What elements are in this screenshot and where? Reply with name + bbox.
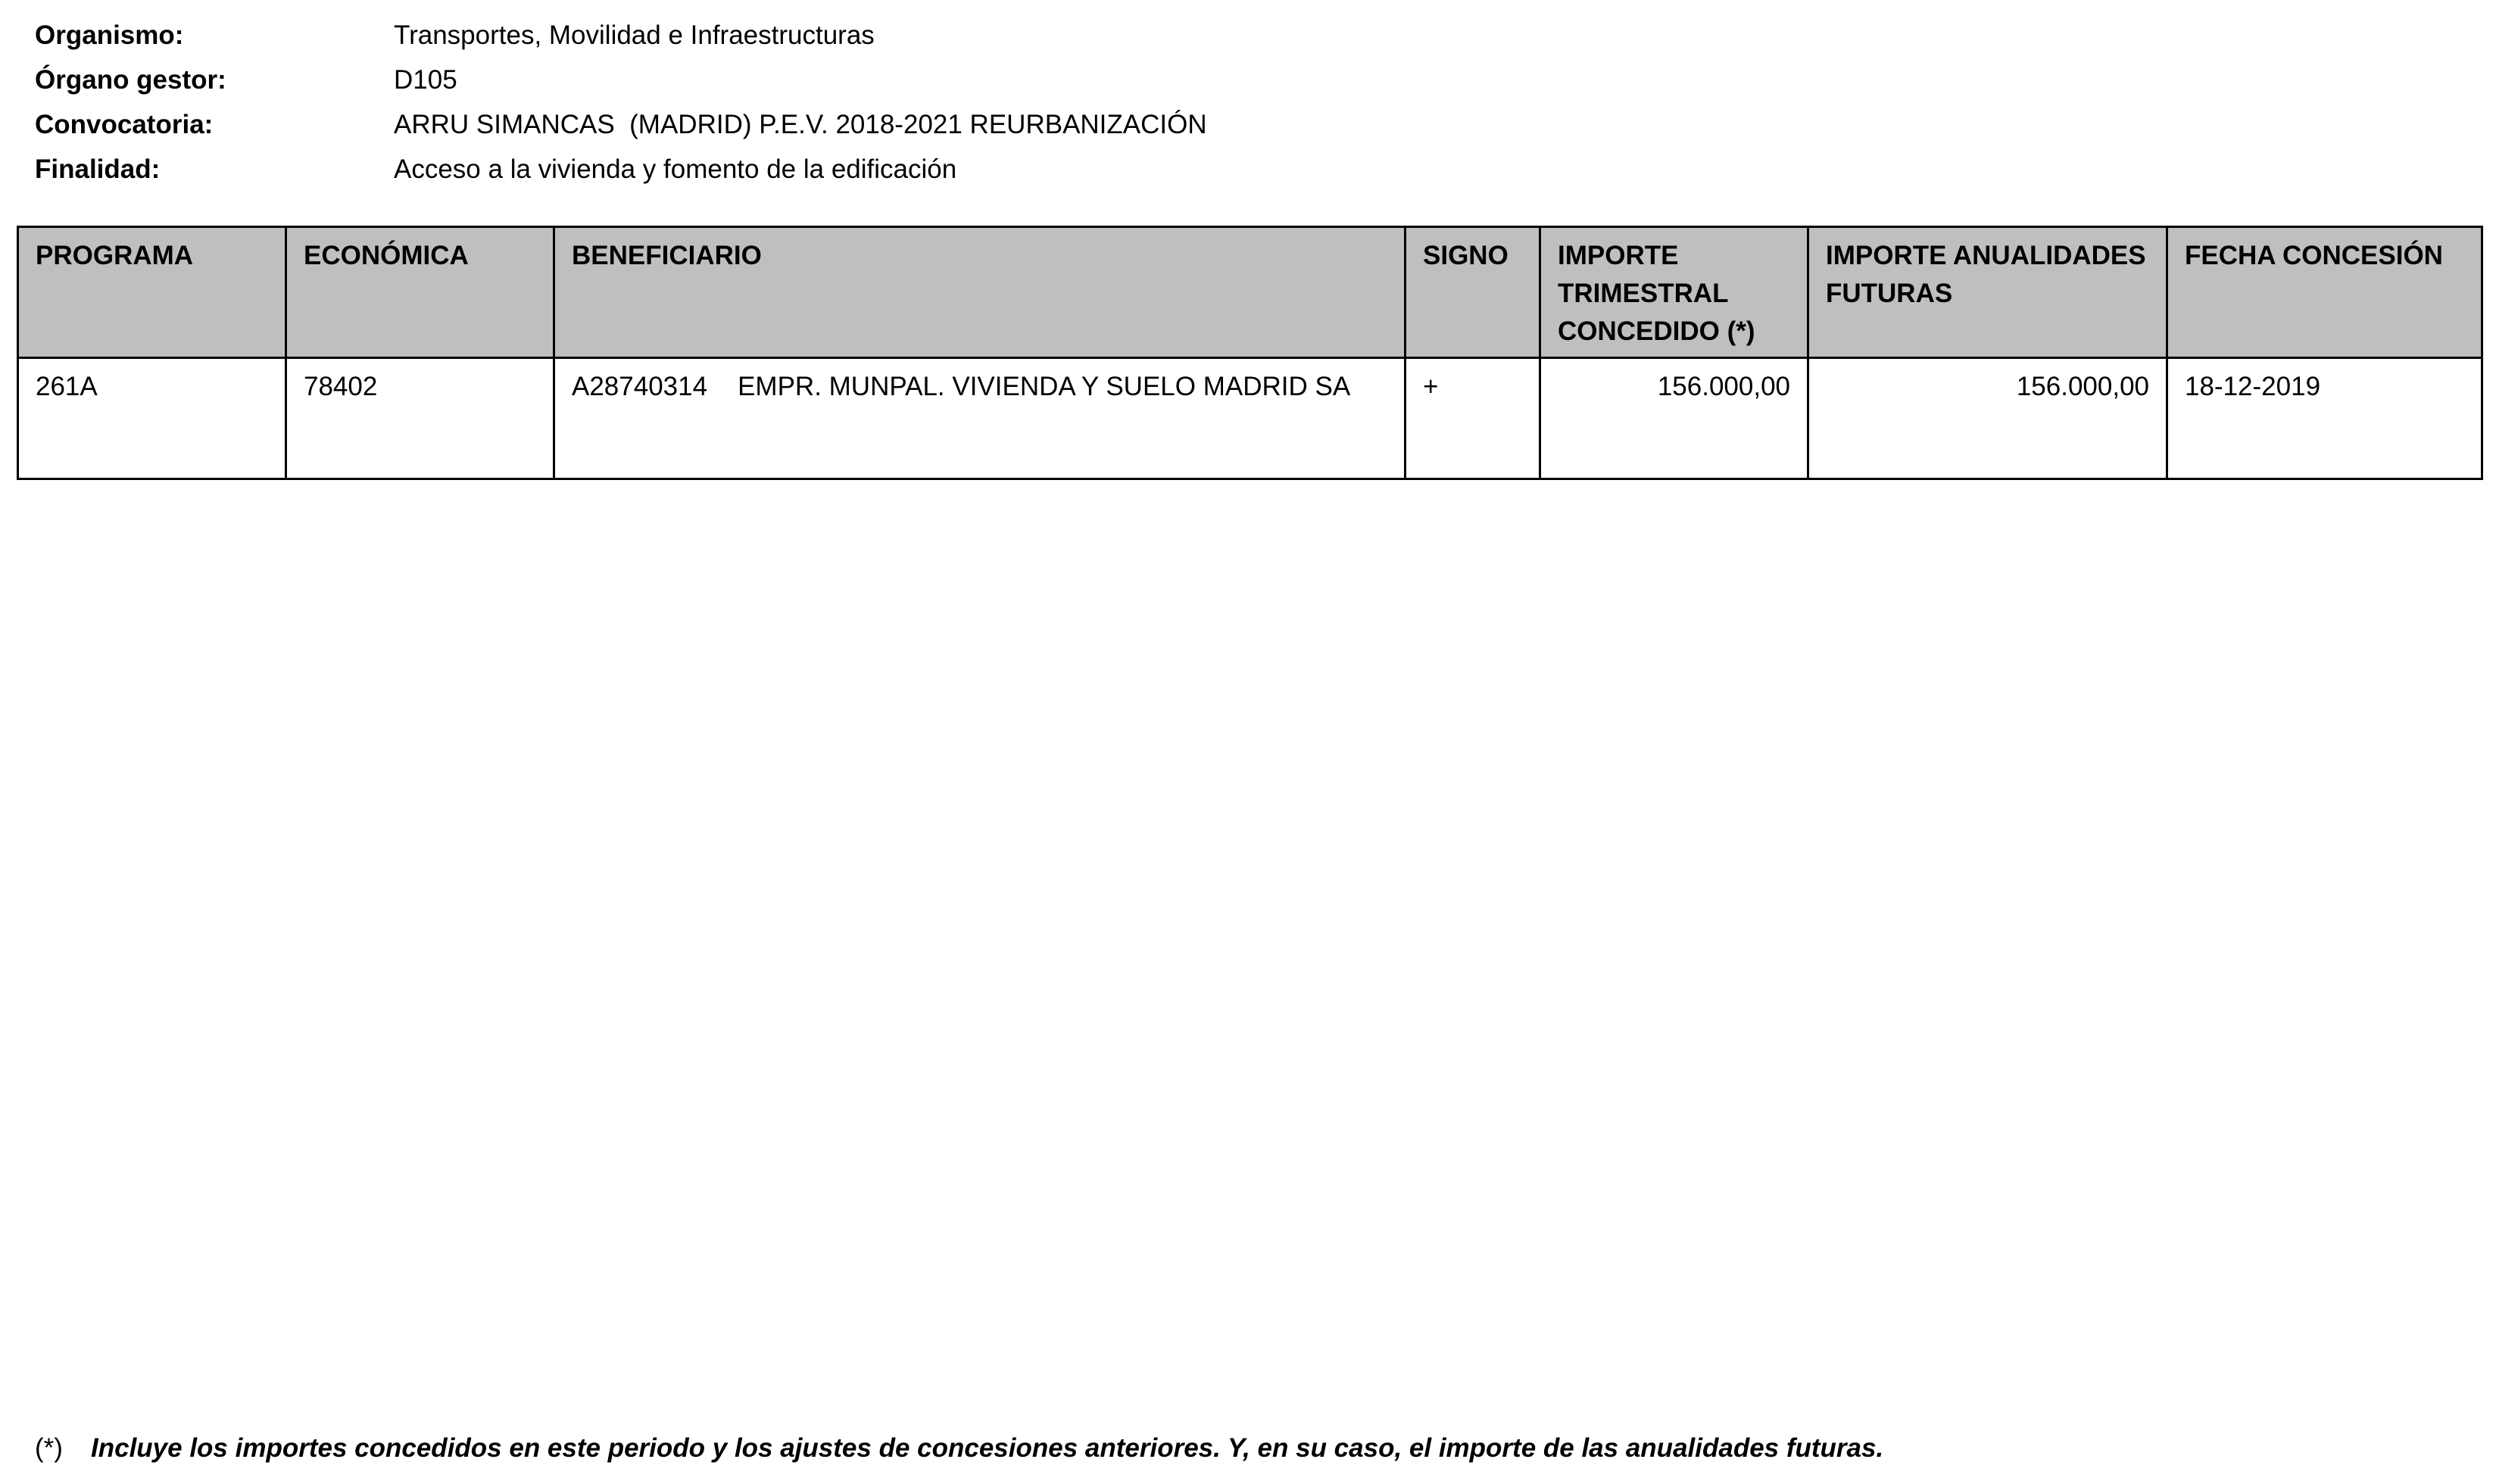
organismo-value: Transportes, Movilidad e Infraestructuras (394, 20, 875, 50)
finalidad-label: Finalidad: (35, 154, 161, 184)
cell-beneficiario (554, 358, 1406, 479)
cell-fecha-concesion: 18-12-2019 (2167, 358, 2482, 479)
footnote (35, 1429, 1883, 1467)
cell-importe-anualidades: 156.000,00 (1808, 358, 2167, 479)
table-row (18, 358, 2482, 479)
organo-gestor-row (35, 61, 2443, 106)
beneficiario-nombre: EMPR. MUNPAL. VIVIENDA Y SUELO MADRID SA (738, 372, 1351, 401)
grant-metadata (35, 17, 2443, 195)
column-header-importe-trimestral: IMPORTE TRIMESTRAL CONCEDIDO (*) (1540, 227, 1808, 358)
cell-signo: + (1406, 358, 1540, 479)
convocatoria-label: Convocatoria: (35, 110, 214, 139)
organismo-row (35, 17, 2443, 61)
grants-table (17, 226, 2483, 480)
finalidad-row (35, 151, 2443, 195)
column-header-programa: PROGRAMA (18, 227, 286, 358)
footnote-mark: (*) (35, 1433, 63, 1463)
column-header-signo: SIGNO (1406, 227, 1540, 358)
cell-economica: 78402 (286, 358, 554, 479)
footnote-text: Incluye los importes concedidos en este periodo y los ajustes de concesiones anteriores. Y, en su caso, el importe de las anualidades futuras. (91, 1433, 1884, 1463)
table-header-row (18, 227, 2482, 358)
convocatoria-value: ARRU SIMANCAS (MADRID) P.E.V. 2018-2021 REURBANIZACIÓN (394, 110, 1207, 139)
organo-gestor-label: Órgano gestor: (35, 65, 226, 95)
organismo-label: Organismo: (35, 20, 184, 50)
column-header-economica: ECONÓMICA (286, 227, 554, 358)
column-header-fecha-concesion: FECHA CONCESIÓN (2167, 227, 2482, 358)
cell-programa: 261A (18, 358, 286, 479)
cell-importe-trimestral: 156.000,00 (1540, 358, 1808, 479)
column-header-beneficiario: BENEFICIARIO (554, 227, 1406, 358)
beneficiario-id: A28740314 (572, 372, 708, 401)
organo-gestor-value: D105 (394, 65, 457, 95)
finalidad-value: Acceso a la vivienda y fomento de la edificación (394, 154, 957, 184)
column-header-importe-anualidades: IMPORTE ANUALIDADES FUTURAS (1808, 227, 2167, 358)
convocatoria-row (35, 106, 2443, 151)
